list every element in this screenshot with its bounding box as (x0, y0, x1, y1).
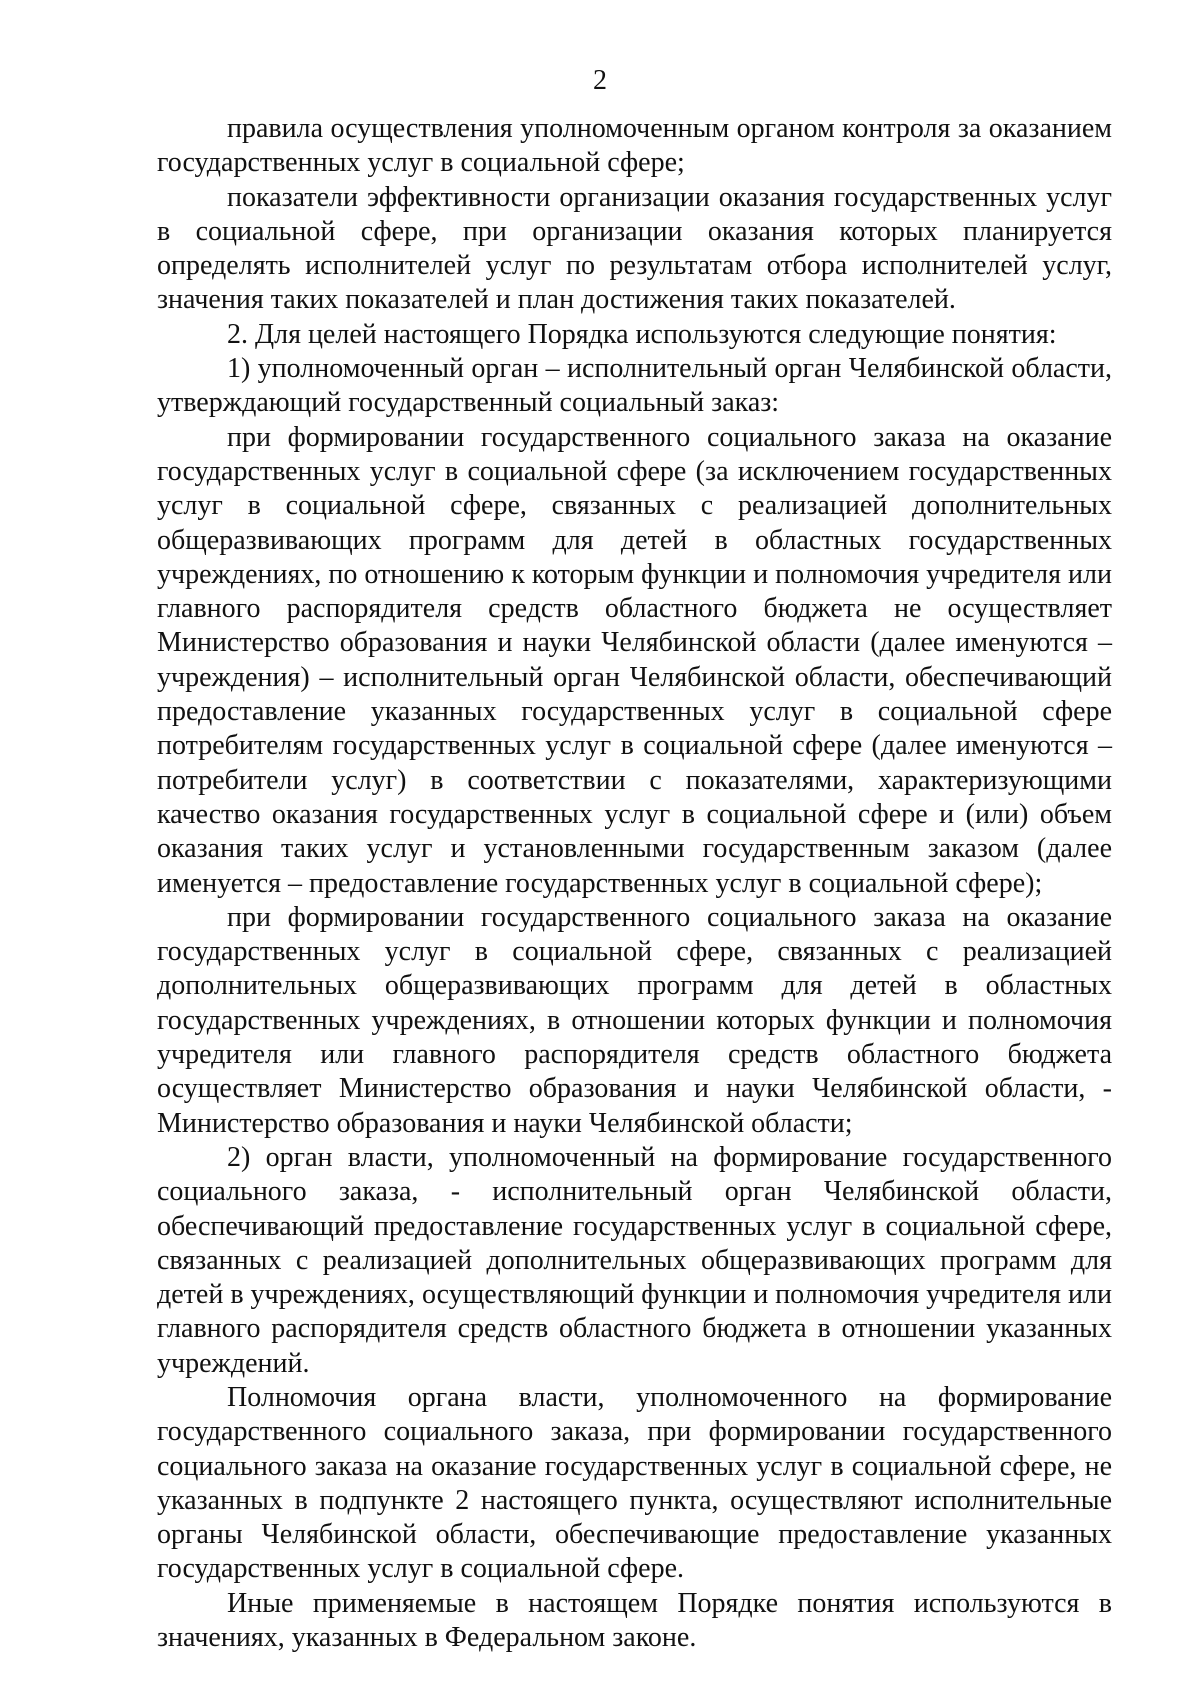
paragraph-other-terms: Иные применяемые в настоящем Порядке понятия используются в значениях, указанных в Федеральном законе. (157, 1587, 1112, 1654)
paragraph-authority-powers: Полномочия органа власти, уполномоченного на формирование государственного социального заказа, при формировании государственного социального заказа на оказание государственных услуг в социальной сфере, не указанных в подпункте 2 настоящего пункта, осуществляют исполнительные органы Челябинской области, обеспечивающие предоставление указанных государственных услуг в социальной сфере. (157, 1381, 1112, 1585)
paragraph-authorized-body: 1) уполномоченный орган – исполнительный орган Челябинской области, утверждающий государственный социальный заказ: (157, 353, 1112, 419)
paragraph-social-order-general: при формировании государственного социального заказа на оказание государственных услуг в социальной сфере (за исключением государственных услуг в социальной сфере, связанных с реализацией дополнительных общеразвивающих программ для детей в областных государственных учреждениях, по отношению к которым функции и полномочия учредителя или главного распорядителя средств областного бюджета не осуществляет Министерство образования и науки Челябинской области (далее именуются – учреждения) – исполнительный орган Челябинской области, обеспечивающий предоставление указанных государственных услуг в социальной сфере потребителям государственных услуг в социальной сфере (далее именуются – потребители услуг) в соответствии с показателями, характеризующими качество оказания государственных услуг в социальной сфере и (или) объем оказания таких услуг и установленными государственным заказом (далее именуется – предоставление государственных услуг в социальной сфере); (157, 421, 1112, 899)
page-number: 2 (593, 65, 607, 96)
paragraph-authority-body: 2) орган власти, уполномоченный на формирование государственного социального заказа, - исполнительный орган Челябинской области, обеспечивающий предоставление государственных услуг в социальной сфере, связанных с реализацией дополнительных общеразвивающих программ для детей в учреждениях, осуществляющий функции и полномочия учредителя или главного распорядителя средств областного бюджета в отношении указанных учреждений. (157, 1141, 1112, 1379)
paragraph-control-rules: правила осуществления уполномоченным органом контроля за оказанием государственных услуг в социальной сфере; (157, 113, 1112, 179)
document-body (157, 112, 1112, 1655)
paragraph-definitions-intro: 2. Для целей настоящего Порядка используются следующие понятия: (227, 318, 1057, 350)
paragraph-efficiency-indicators: показатели эффективности организации оказания государственных услуг в социальной сфере, при организации оказания которых планируется определять исполнителей услуг по результатам отбора исполнителей услуг, значения таких показателей и план достижения таких показателей. (157, 181, 1112, 316)
paragraph-social-order-education: при формировании государственного социального заказа на оказание государственных услуг в социальной сфере, связанных с реализацией дополнительных общеразвивающих программ для детей в областных государственных учреждениях, в отношении которых функции и полномочия учредителя или главного распорядителя средств областного бюджета осуществляет Министерство образования и науки Челябинской области, - Министерство образования и науки Челябинской области; (157, 901, 1112, 1139)
